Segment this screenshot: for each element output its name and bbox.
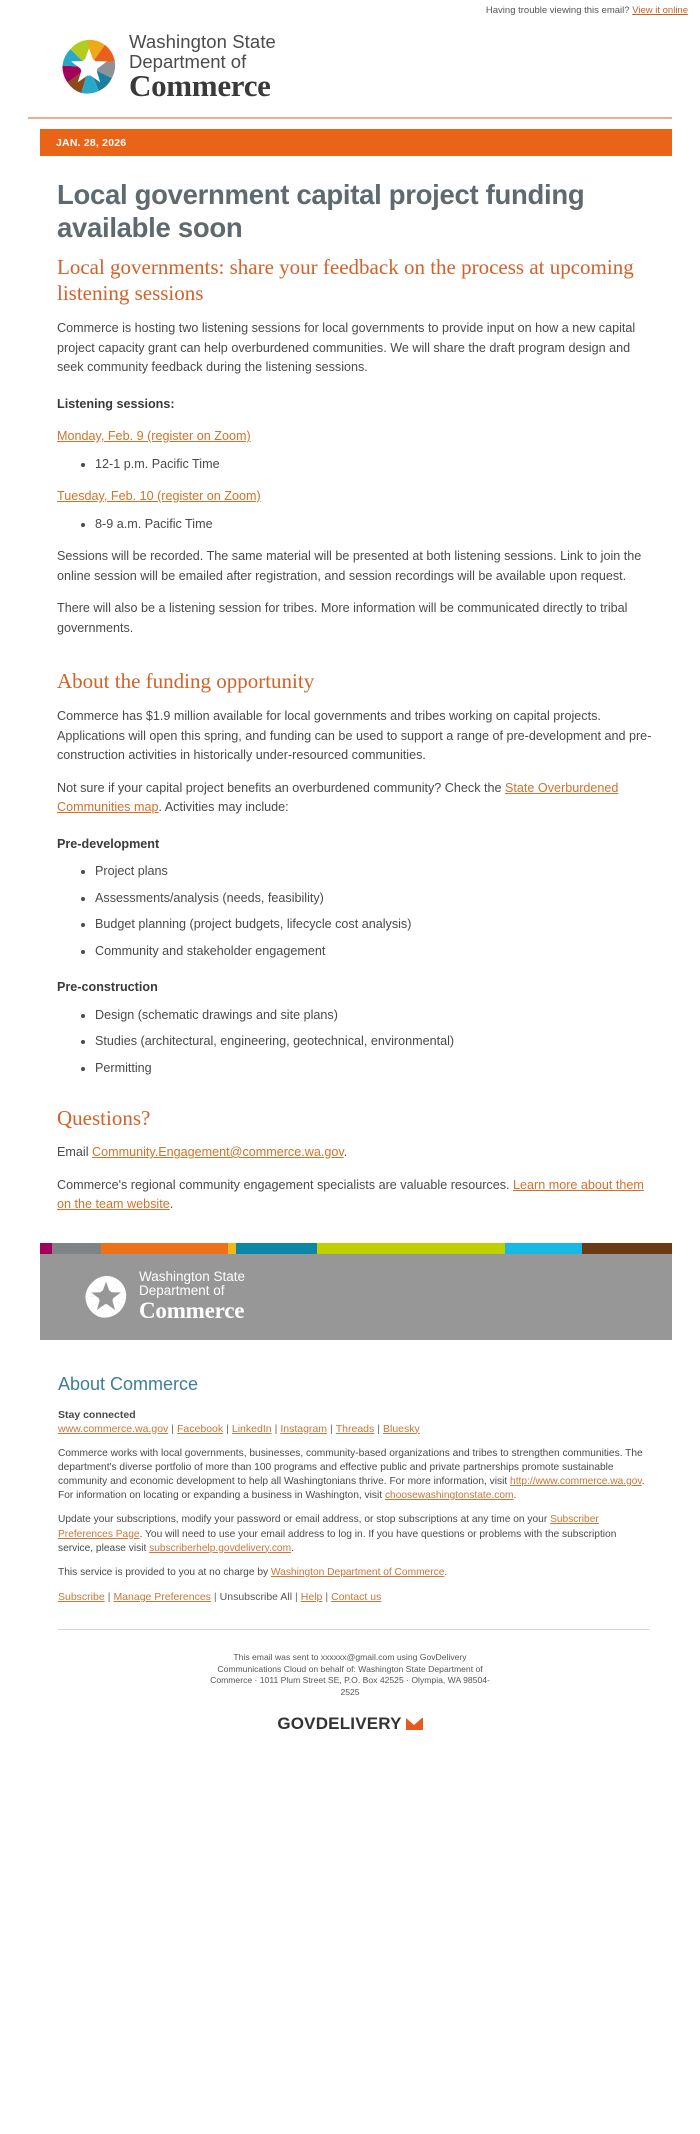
strip-segment-orange: [101, 1243, 227, 1254]
cloud-line: Communications Cloud on behalf of: Washington State Department of: [217, 1663, 483, 1674]
about-p1-a: Commerce works with local governments, businesses, community-based organizations and tribes to strengthen communities. The department's diverse portfolio of more than 100 programs and effective public and private partnerships promote sustainable community and economic development to help all Washingtonians thrive. For more information, visit: [58, 1447, 643, 1487]
page-title: Local government capital project funding available soon: [57, 179, 585, 243]
specialists-after: .: [169, 1197, 174, 1211]
email-suffix: .: [343, 1145, 348, 1159]
spacer-funding: [57, 638, 656, 668]
session-2-register-link[interactable]: Tuesday, Feb. 10 (register on Zoom): [57, 489, 261, 503]
community-engagement-email-link[interactable]: Community.Engagement@commerce.wa.gov: [92, 1145, 344, 1159]
unsubscribe-all-label[interactable]: Unsubscribe All: [219, 1591, 293, 1604]
separator: |: [330, 1422, 333, 1435]
funding-p2-after: . Activities may include:: [158, 800, 289, 814]
specialists-before: Commerce's regional community engagement specialists are valuable resources.: [57, 1177, 513, 1192]
link-website[interactable]: www.commerce.wa.gov: [58, 1422, 169, 1435]
session-2-link-line: [57, 487, 656, 507]
stay-connected-label: Stay connected: [58, 1408, 136, 1421]
masthead: [0, 23, 700, 117]
strip-segment-lime: [317, 1243, 505, 1254]
session-1-details: [57, 455, 656, 475]
footer-brand-line-3: Commerce: [139, 1298, 245, 1323]
session-2-details: [57, 515, 656, 535]
list-item: • Budget planning (project budgets, lifecycle cost analysis): [95, 915, 656, 935]
brand-line-2: Department of: [129, 50, 247, 72]
about-paragraph-3: [58, 1566, 650, 1580]
zip-line: 2525: [340, 1686, 360, 1697]
footer-brand-line-2: Department of: [139, 1283, 225, 1299]
subscriber-preferences-link[interactable]: Subscriber Preferences Page: [58, 1514, 599, 1540]
separator: |: [295, 1591, 298, 1604]
separator: |: [377, 1422, 380, 1435]
preheader-text: Having trouble viewing this email?: [485, 5, 630, 16]
recording-note: Sessions will be recorded. The same material will be presented at both listening sessions. Link to join the online session will be emailed after registration, and session recordings will be available upon request.: [57, 549, 642, 583]
footer-brand-panel: [40, 1254, 672, 1340]
list-item: • Studies (architectural, engineering, geotechnical, environmental): [95, 1032, 656, 1052]
session-1-time: • 12-1 p.m. Pacific Time: [95, 455, 656, 475]
email-line: [57, 1143, 656, 1163]
footer-brand-line-1: Washington State: [139, 1268, 246, 1284]
funding-p2-before: Not sure if your capital project benefits an overburdened community? Check the: [57, 780, 506, 795]
govdelivery-logo: [277, 1714, 422, 1734]
listening-sessions-label: Listening sessions:: [57, 396, 175, 411]
session-1-link-line: [57, 427, 656, 447]
separator: |: [171, 1422, 175, 1435]
link-bluesky[interactable]: Bluesky: [383, 1422, 420, 1435]
tribes-note: There will also be a listening session for tribes. More information will be communicated directly to tribal governments.: [57, 601, 628, 635]
session-2-time: • 8-9 a.m. Pacific Time: [95, 515, 656, 535]
link-linkedin[interactable]: LinkedIn: [231, 1422, 272, 1435]
subheadline: Local governments: share your feedback on the process at upcoming listening sessions: [57, 255, 634, 305]
commerce-url-link[interactable]: http://www.commerce.wa.gov: [510, 1475, 642, 1487]
color-strip: [40, 1243, 672, 1254]
about-commerce-title: About Commerce: [58, 1373, 199, 1394]
funding-paragraph-1: Commerce has $1.9 million available for local governments and tribes working on capital projects. Applications will open this spring, and funding can be used to support a range of pre-development and pre-construction activities in historically under-resourced communities.: [57, 709, 652, 762]
view-online-link[interactable]: View it online: [632, 5, 688, 16]
header-divider: [28, 117, 672, 119]
link-threads[interactable]: Threads: [335, 1422, 375, 1435]
strip-segment-magenta: [40, 1243, 52, 1254]
footer-brand-wordmark: [139, 1270, 245, 1323]
strip-segment-cyan: [505, 1243, 582, 1254]
funding-paragraph-2: [57, 779, 656, 818]
specialists-line: [57, 1176, 656, 1215]
address-line: Commerce · 1011 Plum Street SE, P.O. Box 42525 · Olympia, WA 98504-: [210, 1675, 490, 1686]
list-item: • Permitting: [95, 1059, 656, 1079]
list-item: • Assessments/analysis (needs, feasibility): [95, 889, 656, 909]
link-facebook[interactable]: Facebook: [177, 1422, 224, 1435]
footer-brand-block: [40, 1243, 672, 1340]
sent-to-line: This email was sent to xxxxxx@gmail.com using GovDelivery: [233, 1652, 467, 1663]
funding-heading: About the funding opportunity: [57, 669, 315, 693]
govdelivery-footer: [0, 1630, 700, 1752]
email-prefix: Email: [57, 1145, 92, 1159]
about-paragraph-2: [58, 1513, 650, 1556]
about-commerce-section: [0, 1340, 700, 1606]
list-item: • Design (schematic drawings and site plans): [95, 1006, 656, 1026]
strip-segment-yellow: [228, 1243, 236, 1254]
manage-preferences-link[interactable]: Manage Preferences: [113, 1591, 211, 1604]
team-website-link[interactable]: Learn more about them on the team website: [57, 1177, 644, 1211]
about-p2-c: .: [291, 1542, 294, 1554]
spacer-questions: [57, 1085, 656, 1105]
choosewashington-link[interactable]: choosewashingtonstate.com: [384, 1490, 514, 1502]
footer-action-links: [58, 1590, 650, 1605]
social-links: [58, 1422, 650, 1437]
wa-dept-commerce-link[interactable]: Washington Department of Commerce: [270, 1566, 445, 1578]
questions-heading: Questions?: [57, 1106, 151, 1130]
pre-development-label: Pre-development: [57, 836, 160, 851]
preheader: [0, 0, 700, 23]
commerce-pinwheel-logo-white-icon: [82, 1273, 130, 1321]
list-item: • Community and stakeholder engagement: [95, 942, 656, 962]
session-1-register-link[interactable]: Monday, Feb. 9 (register on Zoom): [57, 429, 251, 443]
subscribe-link[interactable]: Subscribe: [58, 1591, 105, 1604]
about-p3-a: This service is provided to you at no charge by: [58, 1566, 271, 1578]
separator: |: [325, 1591, 329, 1604]
separator: |: [226, 1422, 229, 1435]
envelope-icon: [406, 1718, 423, 1730]
overburdened-map-link[interactable]: State Overburdened Communities map: [57, 780, 619, 814]
about-p2-a: Update your subscriptions, modify your password or email address, or stop subscriptions at any time on your: [58, 1514, 551, 1526]
date-bar: [40, 129, 672, 156]
strip-segment-gray: [52, 1243, 101, 1254]
contact-us-link[interactable]: Contact us: [331, 1591, 382, 1604]
separator: |: [213, 1591, 217, 1604]
brand-line-3: Commerce: [129, 68, 271, 103]
pre-development-list: [57, 862, 656, 961]
separator: |: [274, 1422, 278, 1435]
strip-segment-brown: [582, 1243, 672, 1254]
about-paragraph-1: [58, 1447, 650, 1504]
about-p1-b: . For information on locating or expanding a business in Washington, visit: [58, 1475, 645, 1502]
about-p3-b: .: [444, 1566, 448, 1578]
brand-line-1: Washington State: [129, 31, 276, 52]
intro-paragraph: Commerce is hosting two listening sessions for local governments to provide input on how a new capital project capacity grant can help overburdened communities. We will share the draft program design and seek community feedback during the listening sessions.: [57, 321, 636, 374]
brand-wordmark: [129, 33, 276, 101]
separator: |: [107, 1591, 111, 1604]
link-instagram[interactable]: Instagram: [280, 1422, 327, 1435]
list-item: • Project plans: [95, 862, 656, 882]
pre-construction-label: Pre-construction: [57, 980, 158, 994]
strip-segment-teal: [236, 1243, 318, 1254]
govdelivery-wordmark: GOVDELIVERY: [277, 1714, 402, 1734]
article-body: [0, 178, 700, 1215]
about-p1-c: .: [513, 1490, 517, 1502]
pre-construction-list: [57, 1006, 656, 1079]
commerce-pinwheel-logo-icon: [58, 36, 120, 98]
issue-date: JAN. 28, 2026: [56, 136, 127, 149]
subscriber-help-link[interactable]: subscriberhelp.govdelivery.com: [149, 1542, 292, 1554]
about-p2-b: . You will need to use your email address to log in. If you have questions or problems with the subscription service, please visit: [58, 1528, 617, 1554]
help-link[interactable]: Help: [300, 1591, 323, 1604]
